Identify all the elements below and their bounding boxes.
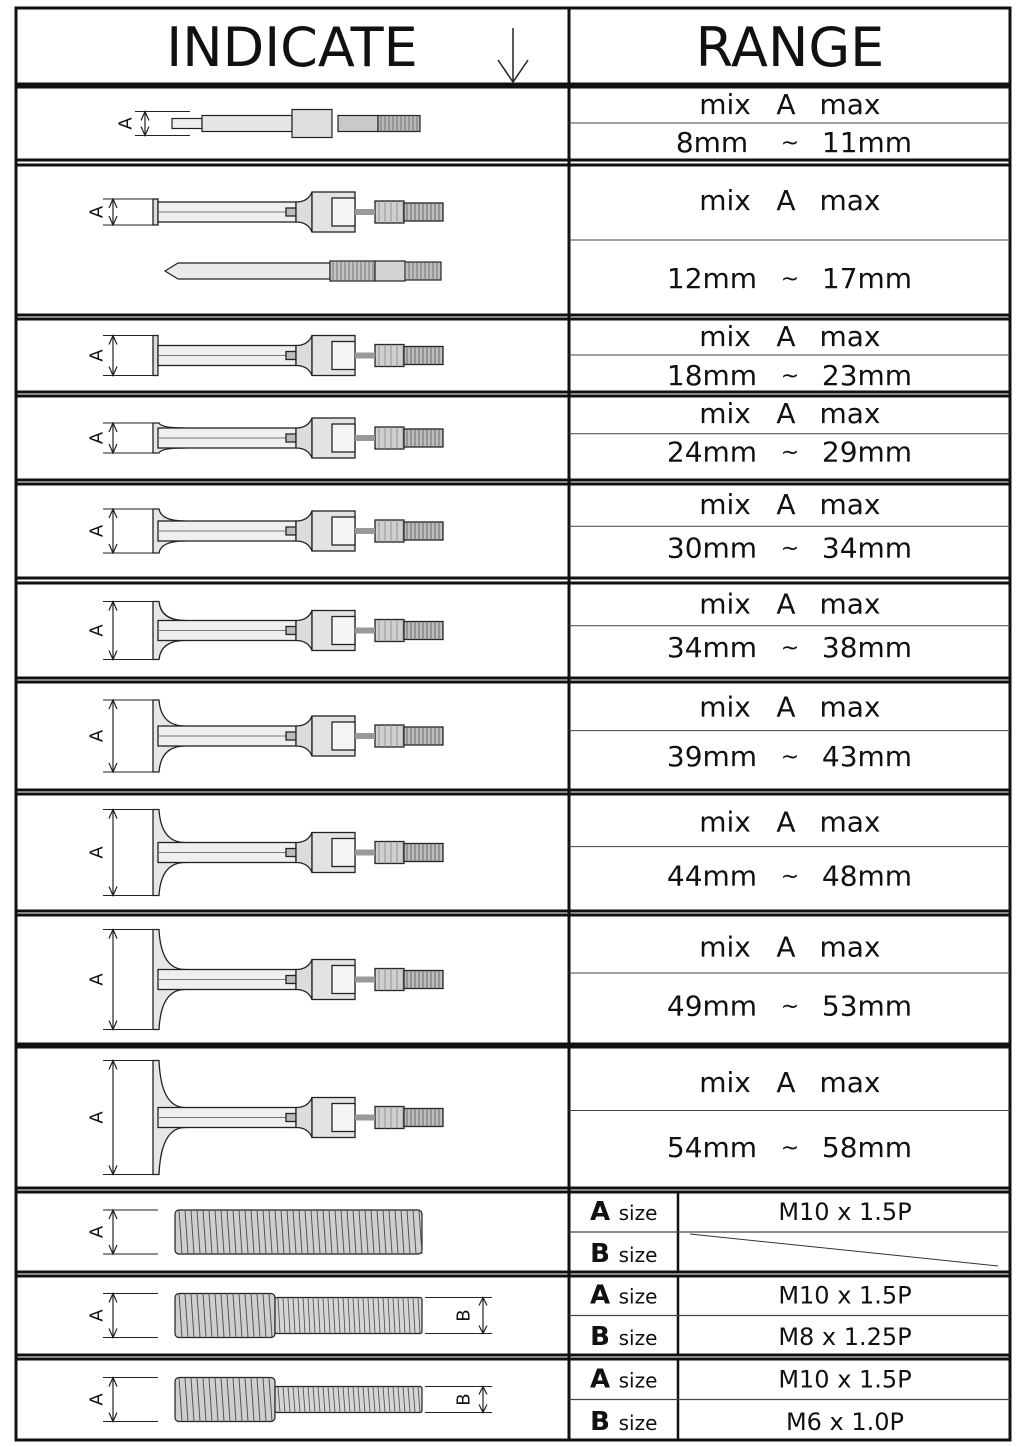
dimension-label: A: [86, 973, 108, 986]
a-size-value: M10 x 1.5P: [778, 1365, 912, 1394]
range-min-value: 12mm: [666, 262, 758, 295]
range-heading: RANGE: [695, 16, 885, 79]
b-size-label: [590, 1239, 657, 1269]
size-word: size: [618, 1284, 658, 1309]
range-tilde: ~: [780, 745, 800, 771]
range-max-label: max: [819, 88, 881, 121]
range-min-value: 39mm: [666, 740, 758, 774]
a-size-label: [590, 1281, 657, 1311]
range-tilde: ~: [780, 131, 800, 156]
b-size-label: [590, 1407, 657, 1437]
dimension-label: A: [86, 1309, 108, 1322]
range-min-label: mix: [699, 320, 751, 353]
range-tilde: ~: [780, 267, 800, 292]
size-word: size: [618, 1326, 658, 1350]
range-max-value: 53mm: [821, 989, 913, 1023]
range-max-label: max: [819, 930, 881, 964]
range-tilde: ~: [780, 864, 800, 890]
range-tilde: ~: [780, 1135, 800, 1161]
dimension-label: A: [86, 624, 108, 637]
range-max-value: 11mm: [821, 126, 913, 159]
range-min-value: 34mm: [666, 631, 758, 665]
range-max-value: 38mm: [821, 631, 913, 665]
range-dimension-label: A: [776, 396, 796, 430]
range-min-label: mix: [699, 690, 751, 724]
range-max-label: max: [819, 396, 881, 430]
indicate-heading: INDICATE: [166, 16, 418, 79]
range-max-value: 43mm: [821, 740, 913, 774]
range-max-value: 17mm: [821, 262, 913, 295]
dimension-label: A: [86, 349, 108, 362]
range-dimension-label: A: [776, 184, 796, 217]
size-word: size: [618, 1243, 658, 1267]
range-dimension-label: A: [776, 930, 796, 964]
dimension-label: A: [86, 205, 108, 219]
range-max-label: max: [819, 690, 881, 724]
a-size-value: M10 x 1.5P: [778, 1198, 912, 1226]
size-letter: B: [590, 1407, 610, 1437]
range-min-label: mix: [699, 930, 751, 964]
range-min-label: mix: [699, 488, 751, 522]
range-tilde: ~: [780, 994, 800, 1020]
b-size-value: M6 x 1.0P: [785, 1408, 905, 1436]
range-dimension-label: A: [776, 320, 796, 353]
dimension-label: A: [86, 524, 108, 538]
range-max-value: 23mm: [821, 359, 913, 392]
range-max-label: max: [819, 488, 881, 522]
size-letter: A: [589, 1364, 611, 1395]
size-word: size: [618, 1411, 658, 1435]
range-min-value: 8mm: [675, 126, 749, 159]
range-max-value: 29mm: [821, 435, 913, 469]
range-max-label: max: [819, 184, 881, 217]
a-size-label: [590, 1365, 657, 1395]
range-tilde: ~: [780, 536, 800, 562]
b-size-label: [590, 1322, 657, 1352]
range-min-label: mix: [699, 805, 751, 839]
dimension-label: A: [86, 729, 108, 743]
range-dimension-label: A: [776, 587, 796, 621]
range-max-label: max: [819, 805, 881, 839]
dimension-label: A: [86, 1393, 108, 1406]
range-min-value: 44mm: [666, 859, 758, 893]
range-min-label: mix: [699, 396, 751, 430]
dimension-label: A: [86, 846, 108, 859]
range-max-value: 58mm: [821, 1130, 913, 1164]
range-dimension-label: A: [776, 690, 796, 724]
range-min-value: 54mm: [666, 1130, 758, 1164]
range-min-value: 24mm: [666, 435, 758, 469]
dimension-label: B: [453, 1393, 475, 1406]
range-min-label: mix: [699, 587, 751, 621]
range-min-label: mix: [699, 184, 751, 217]
dimension-label: A: [86, 1225, 108, 1239]
dimension-label: A: [86, 1111, 108, 1124]
range-tilde: ~: [780, 364, 800, 389]
size-letter: A: [589, 1280, 611, 1311]
center-pin-drawing: [165, 261, 441, 281]
size-letter: B: [590, 1322, 610, 1352]
range-min-label: mix: [699, 88, 751, 121]
range-min-value: 49mm: [666, 989, 758, 1023]
range-max-label: max: [819, 1066, 881, 1100]
dimension-label: A: [115, 117, 137, 130]
range-dimension-label: A: [776, 1066, 796, 1100]
dimension-label: A: [86, 431, 108, 445]
size-word: size: [618, 1201, 658, 1225]
size-letter: B: [590, 1239, 610, 1269]
dimension-label: B: [453, 1309, 475, 1322]
threaded-stud-drawing: [175, 1210, 422, 1254]
size-word: size: [618, 1368, 658, 1393]
a-size-value: M10 x 1.5P: [778, 1281, 912, 1310]
range-tilde: ~: [780, 636, 800, 662]
b-size-value: M8 x 1.25P: [778, 1323, 912, 1351]
range-dimension-label: A: [776, 88, 796, 121]
range-min-value: 30mm: [666, 531, 758, 565]
range-max-label: max: [819, 320, 881, 353]
range-min-label: mix: [699, 1066, 751, 1100]
range-max-value: 34mm: [821, 531, 913, 565]
range-dimension-label: A: [776, 488, 796, 522]
range-tilde: ~: [780, 440, 800, 466]
range-dimension-label: A: [776, 805, 796, 839]
a-size-label: [590, 1197, 657, 1227]
threaded-stud-drawing: [175, 1294, 422, 1338]
size-letter: A: [589, 1197, 611, 1227]
range-max-value: 48mm: [821, 859, 913, 893]
range-max-label: max: [819, 587, 881, 621]
range-min-value: 18mm: [666, 359, 758, 392]
